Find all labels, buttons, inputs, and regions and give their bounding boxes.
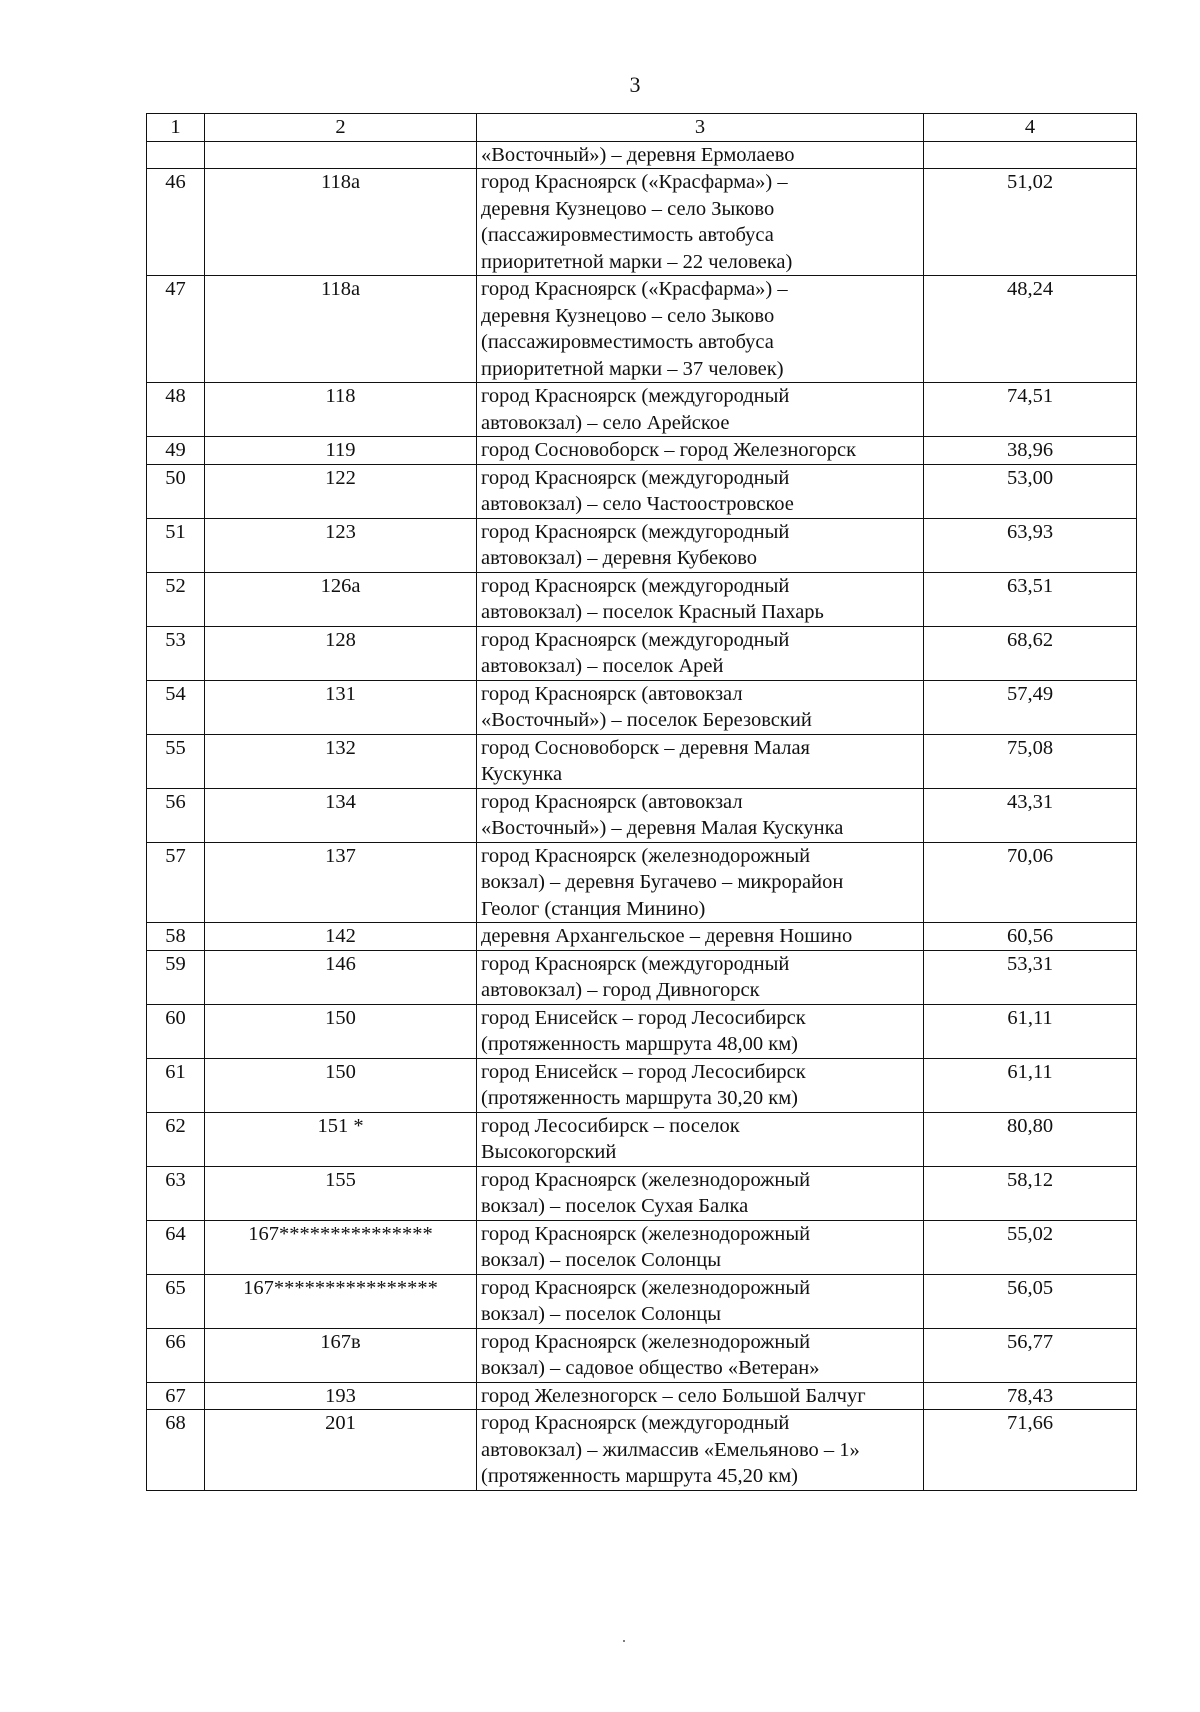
row-number-cell: 65: [147, 1274, 205, 1328]
tariff-cell: 75,08: [924, 734, 1137, 788]
tariff-cell: 53,31: [924, 950, 1137, 1004]
tariff-cell: 57,49: [924, 680, 1137, 734]
route-description-cell: город Красноярск (междугородный автовокзал) – город Дивногорск: [477, 950, 924, 1004]
table-row: [147, 437, 1137, 465]
table-row: [147, 1274, 1137, 1328]
route-number-cell: 193: [205, 1382, 477, 1410]
route-number-cell: 118: [205, 383, 477, 437]
row-number-cell: 59: [147, 950, 205, 1004]
route-number-cell: 131: [205, 680, 477, 734]
row-number-cell: 63: [147, 1166, 205, 1220]
route-number-cell: 146: [205, 950, 477, 1004]
route-description-cell: город Железногорск – село Большой Балчуг: [477, 1382, 924, 1410]
table-row: [147, 169, 1137, 276]
route-description-cell: город Красноярск («Красфарма») – деревня Кузнецово – село Зыково (пассажировместимость автобуса приоритетной марки – 37 человек): [477, 276, 924, 383]
tariff-cell: 60,56: [924, 923, 1137, 951]
route-number-cell: 137: [205, 842, 477, 923]
table-row: [147, 626, 1137, 680]
header-col-2: 2: [205, 114, 477, 142]
route-description-cell: город Красноярск (междугородный автовокзал) – деревня Кубеково: [477, 518, 924, 572]
tariff-cell: 63,93: [924, 518, 1137, 572]
route-number-cell: 151 *: [205, 1112, 477, 1166]
tariff-cell: 70,06: [924, 842, 1137, 923]
tariff-cell: 71,66: [924, 1410, 1137, 1491]
row-number-cell: 58: [147, 923, 205, 951]
route-number-cell: 119: [205, 437, 477, 465]
tariff-cell: 68,62: [924, 626, 1137, 680]
route-description-cell: город Красноярск (железнодорожный вокзал) – поселок Солонцы: [477, 1274, 924, 1328]
tariff-cell: 74,51: [924, 383, 1137, 437]
tariff-cell: [924, 141, 1137, 169]
tariff-cell: 38,96: [924, 437, 1137, 465]
route-description-cell: город Красноярск (междугородный автовокзал) – поселок Красный Пахарь: [477, 572, 924, 626]
route-number-cell: 167****************: [205, 1274, 477, 1328]
route-description-cell: город Красноярск (автовокзал «Восточный») – поселок Березовский: [477, 680, 924, 734]
routes-table: [146, 113, 1137, 1491]
table-row: [147, 923, 1137, 951]
row-number-cell: 50: [147, 464, 205, 518]
route-number-cell: 132: [205, 734, 477, 788]
row-number-cell: 56: [147, 788, 205, 842]
tariff-cell: 61,11: [924, 1004, 1137, 1058]
header-row: [147, 114, 1137, 142]
row-number-cell: 52: [147, 572, 205, 626]
row-number-cell: 68: [147, 1410, 205, 1491]
table-row: [147, 1004, 1137, 1058]
route-description-cell: «Восточный») – деревня Ермолаево: [477, 141, 924, 169]
route-number-cell: 167***************: [205, 1220, 477, 1274]
table-row: [147, 518, 1137, 572]
route-description-cell: город Красноярск (железнодорожный вокзал) – садовое общество «Ветеран»: [477, 1328, 924, 1382]
route-number-cell: 126а: [205, 572, 477, 626]
row-number-cell: 67: [147, 1382, 205, 1410]
table-row: [147, 734, 1137, 788]
route-number-cell: 122: [205, 464, 477, 518]
route-description-cell: город Красноярск (междугородный автовокзал) – жилмассив «Емельяново – 1» (протяженность маршрута 45,20 км): [477, 1410, 924, 1491]
page-number: 3: [629, 72, 641, 97]
table-row: [147, 950, 1137, 1004]
row-number-cell: 54: [147, 680, 205, 734]
row-number-cell: 57: [147, 842, 205, 923]
row-number-cell: 46: [147, 169, 205, 276]
route-number-cell: 155: [205, 1166, 477, 1220]
route-description-cell: город Лесосибирск – поселок Высокогорский: [477, 1112, 924, 1166]
row-number-cell: [147, 141, 205, 169]
header-col-4: 4: [924, 114, 1137, 142]
table-row: [147, 1220, 1137, 1274]
table-row: [147, 572, 1137, 626]
route-number-cell: 150: [205, 1004, 477, 1058]
row-number-cell: 62: [147, 1112, 205, 1166]
route-number-cell: 142: [205, 923, 477, 951]
route-number-cell: 118а: [205, 276, 477, 383]
tariff-cell: 55,02: [924, 1220, 1137, 1274]
route-description-cell: город Красноярск (междугородный автовокзал) – село Арейское: [477, 383, 924, 437]
table-row: [147, 1410, 1137, 1491]
table-row: [147, 141, 1137, 169]
row-number-cell: 48: [147, 383, 205, 437]
route-description-cell: город Красноярск (железнодорожный вокзал) – поселок Сухая Балка: [477, 1166, 924, 1220]
tariff-cell: 56,05: [924, 1274, 1137, 1328]
table-row: [147, 1058, 1137, 1112]
route-description-cell: город Енисейск – город Лесосибирск (протяженность маршрута 48,00 км): [477, 1004, 924, 1058]
route-number-cell: 134: [205, 788, 477, 842]
row-number-cell: 47: [147, 276, 205, 383]
tariff-cell: 58,12: [924, 1166, 1137, 1220]
tariff-cell: 63,51: [924, 572, 1137, 626]
table-row: [147, 1166, 1137, 1220]
route-number-cell: 123: [205, 518, 477, 572]
tariff-cell: 51,02: [924, 169, 1137, 276]
tariff-cell: 56,77: [924, 1328, 1137, 1382]
route-number-cell: 201: [205, 1410, 477, 1491]
row-number-cell: 53: [147, 626, 205, 680]
route-number-cell: 118а: [205, 169, 477, 276]
route-description-cell: город Красноярск (автовокзал «Восточный») – деревня Малая Кускунка: [477, 788, 924, 842]
header-col-3: 3: [477, 114, 924, 142]
tariff-cell: 78,43: [924, 1382, 1137, 1410]
row-number-cell: 51: [147, 518, 205, 572]
table-row: [147, 464, 1137, 518]
table-row: [147, 1112, 1137, 1166]
header-col-1: 1: [147, 114, 205, 142]
row-number-cell: 55: [147, 734, 205, 788]
table-row: [147, 788, 1137, 842]
tariff-cell: 48,24: [924, 276, 1137, 383]
route-description-cell: город Сосновоборск – город Железногорск: [477, 437, 924, 465]
table-header: [147, 114, 1137, 142]
route-description-cell: город Красноярск (междугородный автовокзал) – село Частоостровское: [477, 464, 924, 518]
route-number-cell: 150: [205, 1058, 477, 1112]
route-number-cell: 128: [205, 626, 477, 680]
tariff-cell: 53,00: [924, 464, 1137, 518]
row-number-cell: 60: [147, 1004, 205, 1058]
table-row: [147, 383, 1137, 437]
route-number-cell: [205, 141, 477, 169]
row-number-cell: 49: [147, 437, 205, 465]
route-description-cell: город Красноярск (железнодорожный вокзал) – поселок Солонцы: [477, 1220, 924, 1274]
table-row: [147, 276, 1137, 383]
route-description-cell: деревня Архангельское – деревня Ношино: [477, 923, 924, 951]
row-number-cell: 61: [147, 1058, 205, 1112]
table-row: [147, 1382, 1137, 1410]
tariff-cell: 80,80: [924, 1112, 1137, 1166]
tariff-cell: 43,31: [924, 788, 1137, 842]
route-description-cell: город Красноярск (междугородный автовокзал) – поселок Арей: [477, 626, 924, 680]
table-body: [147, 141, 1137, 1490]
row-number-cell: 66: [147, 1328, 205, 1382]
table-row: [147, 1328, 1137, 1382]
table-row: [147, 680, 1137, 734]
route-description-cell: город Сосновоборск – деревня Малая Кускунка: [477, 734, 924, 788]
route-description-cell: город Красноярск («Красфарма») – деревня Кузнецово – село Зыково (пассажировместимость автобуса приоритетной марки – 22 человека): [477, 169, 924, 276]
route-description-cell: город Енисейск – город Лесосибирск (протяженность маршрута 30,20 км): [477, 1058, 924, 1112]
table-row: [147, 842, 1137, 923]
scan-speck: [623, 1640, 625, 1642]
route-number-cell: 167в: [205, 1328, 477, 1382]
tariff-cell: 61,11: [924, 1058, 1137, 1112]
route-description-cell: город Красноярск (железнодорожный вокзал) – деревня Бугачево – микрорайон Геолог (станция Минино): [477, 842, 924, 923]
row-number-cell: 64: [147, 1220, 205, 1274]
